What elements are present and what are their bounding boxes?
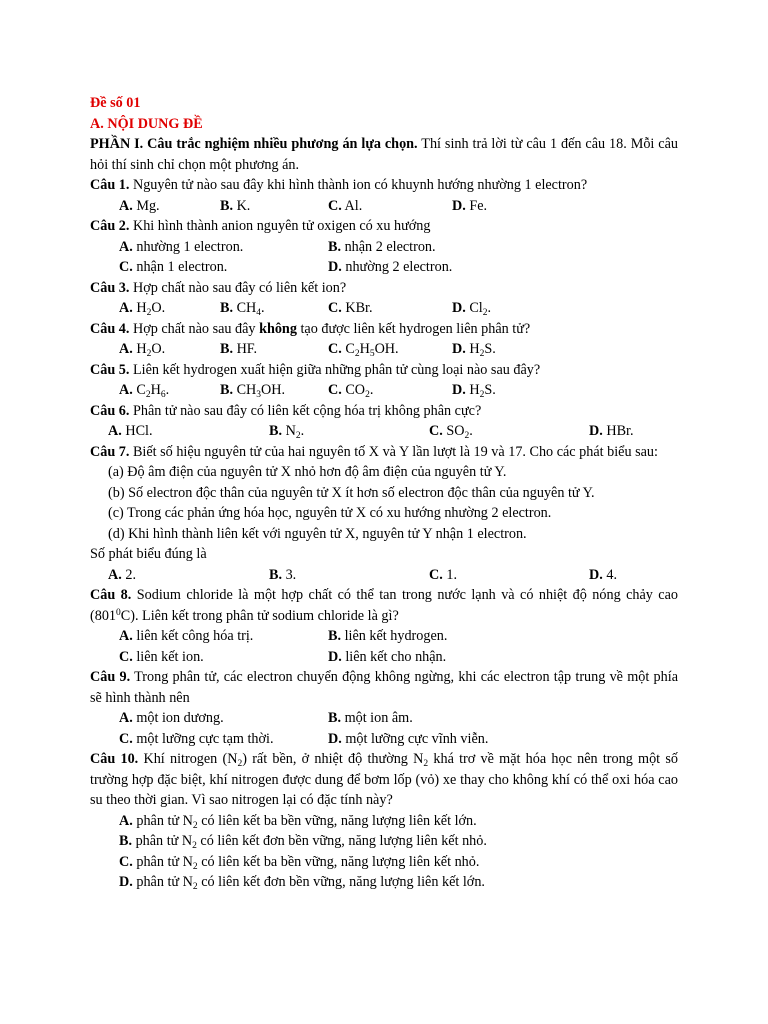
options-q3 [90, 298, 678, 319]
question-9 [90, 667, 678, 708]
text-fragment: A. [119, 238, 133, 255]
text-fragment: A. [108, 423, 122, 439]
section-heading: A. NỘI DUNG ĐỀ [90, 115, 203, 132]
text-fragment: B. [328, 238, 342, 255]
text-fragment: liên kết ion. [132, 648, 204, 665]
text-fragment: B. [220, 341, 234, 357]
option-a [119, 196, 160, 217]
options-q5 [90, 380, 678, 401]
option-c [119, 647, 204, 668]
part-instruction [90, 134, 678, 175]
text-fragment: liên kết hydrogen. [341, 628, 448, 644]
text-fragment: H [465, 341, 480, 357]
text-fragment: D. [452, 341, 466, 357]
option-c [328, 298, 373, 319]
options-q2-row2 [90, 257, 678, 278]
question-number: Câu 4. [90, 320, 130, 337]
text-fragment: phân tử N [132, 812, 193, 829]
text-fragment: nhận 2 electron. [341, 238, 436, 255]
text-fragment: D. [119, 874, 133, 890]
option-c [328, 196, 362, 217]
text-fragment: có liên kết ba bền vững, năng lượng liên kết nhỏ. [197, 853, 480, 870]
text-fragment: K. [233, 197, 251, 214]
text-fragment: 2 [479, 349, 485, 359]
text-fragment: S. [484, 341, 496, 357]
option-d [589, 421, 634, 442]
text-fragment: H [132, 341, 147, 357]
text-fragment: 2 [192, 820, 198, 831]
exam-page [90, 93, 678, 893]
part-label: PHẦN I. Câu trắc nghiệm nhiều phương án lựa chọn. [90, 136, 418, 152]
text-fragment: C. [429, 423, 443, 439]
option-d [452, 298, 491, 319]
option-c [119, 729, 274, 750]
text-fragment: OH. [261, 382, 286, 398]
option-d [452, 339, 496, 360]
text-fragment: D. [452, 197, 466, 214]
text-fragment: B. [328, 710, 342, 726]
text-fragment: . [300, 423, 305, 439]
text-fragment: C. [328, 341, 342, 357]
question-5 [90, 360, 678, 381]
text-fragment: một lưỡng cực vĩnh viễn. [341, 730, 489, 747]
options-q8-row2 [90, 647, 678, 668]
text-fragment: A. [119, 812, 133, 829]
text-fragment: C). Liên kết trong phân tử sodium chloride là gì? [120, 607, 399, 624]
option-b [220, 196, 250, 217]
text-fragment: 3 [256, 390, 262, 400]
text-fragment: phân tử N [132, 853, 193, 870]
text-fragment: 2 [192, 861, 198, 872]
text-fragment: HF. [233, 341, 258, 357]
option-a [90, 811, 678, 832]
text-fragment: D. [452, 300, 466, 316]
text-fragment: 2 [146, 349, 152, 359]
text-fragment: có liên kết đơn bền vững, năng lượng liên kết nhỏ. [196, 833, 487, 849]
text-fragment: 3. [282, 566, 297, 583]
text-fragment: . [369, 382, 374, 398]
text-fragment: 2 [192, 841, 197, 851]
text-fragment: 2 [146, 308, 152, 318]
option-a [119, 298, 165, 319]
question-prompt: Số phát biểu đúng là [90, 546, 207, 562]
question-8 [90, 585, 678, 626]
text-fragment: C. [119, 730, 133, 747]
question-text: Hợp chất nào sau đây có liên kết ion? [129, 279, 347, 296]
text-fragment: ) rất bền, ở nhiệt độ thường N [242, 751, 424, 767]
text-fragment: phân tử N [132, 874, 193, 890]
text-fragment: C. [429, 566, 443, 583]
text-fragment: KBr. [341, 300, 373, 316]
question-number: Câu 2. [90, 218, 130, 234]
option-b [269, 421, 304, 442]
question-number: Câu 8. [90, 587, 132, 603]
text-fragment: . [487, 300, 492, 316]
question-10 [90, 749, 678, 811]
text-fragment: C [341, 341, 355, 357]
text-fragment: D. [589, 566, 603, 583]
option-c [119, 257, 227, 278]
question-number: Câu 9. [90, 669, 131, 685]
text-fragment: D. [589, 423, 603, 439]
text-fragment: H [132, 300, 147, 316]
option-a [119, 626, 253, 647]
text-fragment: tạo được liên kết hydrogen liên phân tử? [296, 320, 531, 337]
options-q8-row1 [90, 626, 678, 647]
statement-b: (b) Số electron độc thân của nguyên tử X ít hơn số electron độc thân của nguyên tử Y. [108, 484, 595, 501]
question-1 [90, 175, 678, 196]
question-number: Câu 5. [90, 361, 130, 378]
text-fragment: HCl. [121, 423, 153, 439]
question-number: Câu 1. [90, 177, 130, 193]
text-fragment: D. [328, 648, 342, 665]
text-fragment: 2 [479, 390, 485, 400]
statement-a: (a) Độ âm điện của nguyên tử X nhỏ hơn độ âm điện của nguyên tử Y. [108, 464, 507, 480]
option-c [90, 852, 678, 873]
question-4 [90, 319, 678, 340]
text-fragment: Mg. [132, 197, 160, 214]
question-text: Phân tử nào sau đây có liên kết cộng hóa trị không phân cực? [129, 402, 482, 419]
text-fragment: O. [151, 341, 166, 357]
text-fragment: B. [269, 423, 283, 439]
text-fragment: C. [328, 382, 342, 398]
degree-mark: 0 [116, 607, 121, 618]
text-fragment: có liên kết ba bền vững, năng lượng liên kết lớn. [197, 812, 477, 829]
text-fragment: 4 [256, 308, 262, 318]
text-fragment: khá trơ về mặt hóa học nên trong một số trường hợp đặc biệt, khí nitrogen được dung để bơm lốp (vỏ) xe thay cho không khí có thể oxi hóa cao su theo thời gian. Vì sao nitrogen lại có đặc tính này? [90, 751, 678, 808]
option-a [119, 339, 165, 360]
text-fragment: B. [220, 382, 234, 398]
option-c [429, 565, 457, 586]
option-b [220, 339, 257, 360]
option-a [108, 565, 136, 586]
text-fragment: . [261, 300, 265, 316]
text-fragment: 2 [365, 390, 370, 400]
text-fragment: . [165, 382, 170, 398]
text-fragment: N [282, 423, 296, 439]
text-fragment: A. [119, 382, 133, 398]
text-fragment: CH [233, 382, 257, 398]
text-fragment: A. [119, 710, 133, 726]
statement-c: (c) Trong các phản ứng hóa học, nguyên tử X có xu hướng nhường 2 electron. [108, 505, 552, 521]
text-fragment: 4. [602, 566, 617, 583]
question-text: Biết số hiệu nguyên tử của hai nguyên tố X và Y lần lượt là 19 và 17. Cho các phát biểu sau: [129, 443, 658, 460]
option-d [328, 257, 452, 278]
text-fragment: OH. [374, 341, 399, 357]
exam-title: Đề số 01 [90, 95, 141, 111]
emphasis-not: không [259, 320, 297, 337]
text-fragment: O. [151, 300, 166, 316]
option-c [429, 421, 473, 442]
text-fragment: 1. [442, 566, 457, 583]
option-b [328, 708, 413, 729]
text-fragment: 2. [121, 566, 136, 583]
option-b [328, 626, 447, 647]
text-fragment: D. [328, 259, 342, 275]
text-fragment: C. [119, 853, 133, 870]
text-fragment: Khí nitrogen (N [138, 751, 238, 767]
option-c [328, 339, 399, 360]
text-fragment: Fe. [465, 197, 488, 214]
option-b [220, 380, 285, 401]
options-q6 [90, 421, 678, 442]
option-d [452, 196, 487, 217]
part-instruction-text: Thí sinh trả lời từ câu 1 đến câu 18. Mỗi câu hỏi thí sinh chỉ chọn một phương án. [90, 136, 678, 173]
option-a [119, 380, 169, 401]
text-fragment: C. [119, 648, 133, 665]
text-fragment: liên kết công hóa trị. [132, 628, 254, 644]
text-fragment: C. [328, 197, 342, 214]
text-fragment: B. [220, 197, 234, 214]
text-fragment: HBr. [602, 423, 634, 439]
options-q4 [90, 339, 678, 360]
text-fragment: phân tử N [132, 833, 193, 849]
text-fragment: CH [233, 300, 257, 316]
text-fragment: D. [452, 382, 466, 398]
text-fragment: một lưỡng cực tạm thời. [132, 730, 274, 747]
text-fragment: 2 [354, 349, 360, 359]
question-text: Khi hình thành anion nguyên tử oxigen có xu hướng [129, 218, 431, 234]
text-fragment: H [465, 382, 480, 398]
text-fragment: 2 [482, 308, 488, 318]
text-fragment: CO [341, 382, 366, 398]
option-a [119, 708, 224, 729]
text-fragment: H [359, 341, 370, 357]
text-fragment: A. [119, 628, 133, 644]
question-2 [90, 216, 678, 237]
option-b [90, 831, 678, 852]
options-q9-row1 [90, 708, 678, 729]
text-fragment: 2 [423, 759, 429, 769]
option-d [328, 729, 488, 750]
option-b [328, 237, 436, 258]
text-fragment: 2 [464, 431, 470, 441]
text-fragment: 5 [369, 349, 375, 359]
option-d [328, 647, 446, 668]
text-fragment: A. [108, 566, 122, 583]
text-fragment: C [132, 382, 146, 398]
text-fragment: có liên kết đơn bền vững, năng lượng liên kết lớn. [197, 874, 485, 890]
text-fragment: Al. [341, 197, 363, 214]
text-fragment: Sodium chloride là một hợp chất có thể tan trong nước lạnh và có nhiệt độ nóng chảy cao (801 [90, 587, 678, 624]
text-fragment: Hợp chất nào sau đây [129, 320, 260, 337]
text-fragment: A. [119, 197, 133, 214]
text-fragment: một ion âm. [341, 710, 413, 726]
option-b [220, 298, 265, 319]
question-number: Câu 10. [90, 751, 139, 767]
text-fragment: B. [119, 833, 133, 849]
option-d [90, 872, 678, 893]
options-q2-row1 [90, 237, 678, 258]
option-a [119, 237, 243, 258]
statement-d: (d) Khi hình thành liên kết với nguyên tử X, nguyên tử Y nhận 1 electron. [108, 525, 527, 542]
text-fragment: B. [220, 300, 234, 316]
text-fragment: A. [119, 300, 133, 316]
text-fragment: nhận 1 electron. [132, 259, 228, 275]
question-number: Câu 3. [90, 279, 130, 296]
question-number: Câu 7. [90, 443, 130, 460]
text-fragment: 2 [237, 759, 243, 769]
text-fragment: 2 [192, 882, 198, 892]
options-q1 [90, 196, 678, 217]
question-6 [90, 401, 678, 422]
text-fragment: A. [119, 341, 133, 357]
text-fragment: 6 [160, 390, 166, 400]
option-d [589, 565, 617, 586]
text-fragment: nhường 1 electron. [132, 238, 244, 255]
text-fragment: B. [269, 566, 283, 583]
question-number: Câu 6. [90, 402, 130, 419]
option-c [328, 380, 373, 401]
text-fragment: một ion dương. [132, 710, 224, 726]
text-fragment: liên kết cho nhận. [341, 648, 447, 665]
question-text: Nguyên tử nào sau đây khi hình thành ion có khuynh hướng nhường 1 electron? [129, 177, 588, 193]
text-fragment: 2 [145, 390, 151, 400]
question-text: Trong phân tử, các electron chuyển động không ngừng, khi các electron tập trung về một phía sẽ hình thành nên [90, 669, 678, 706]
text-fragment: 2 [295, 431, 301, 441]
text-fragment: Cl [465, 300, 483, 316]
question-3 [90, 278, 678, 299]
option-b [269, 565, 296, 586]
options-q9-row2 [90, 729, 678, 750]
text-fragment: B. [328, 628, 342, 644]
text-fragment: . [469, 423, 473, 439]
option-d [452, 380, 496, 401]
option-a [108, 421, 153, 442]
text-fragment: C. [119, 259, 133, 275]
text-fragment: C. [328, 300, 342, 316]
question-7 [90, 442, 678, 463]
options-q7 [90, 565, 678, 586]
text-fragment: S. [484, 382, 496, 398]
text-fragment: H [150, 382, 161, 398]
text-fragment: D. [328, 730, 342, 747]
text-fragment: nhường 2 electron. [341, 259, 453, 275]
text-fragment: SO [442, 423, 465, 439]
question-text: Liên kết hydrogen xuất hiện giữa những phân tử cùng loại nào sau đây? [129, 361, 541, 378]
